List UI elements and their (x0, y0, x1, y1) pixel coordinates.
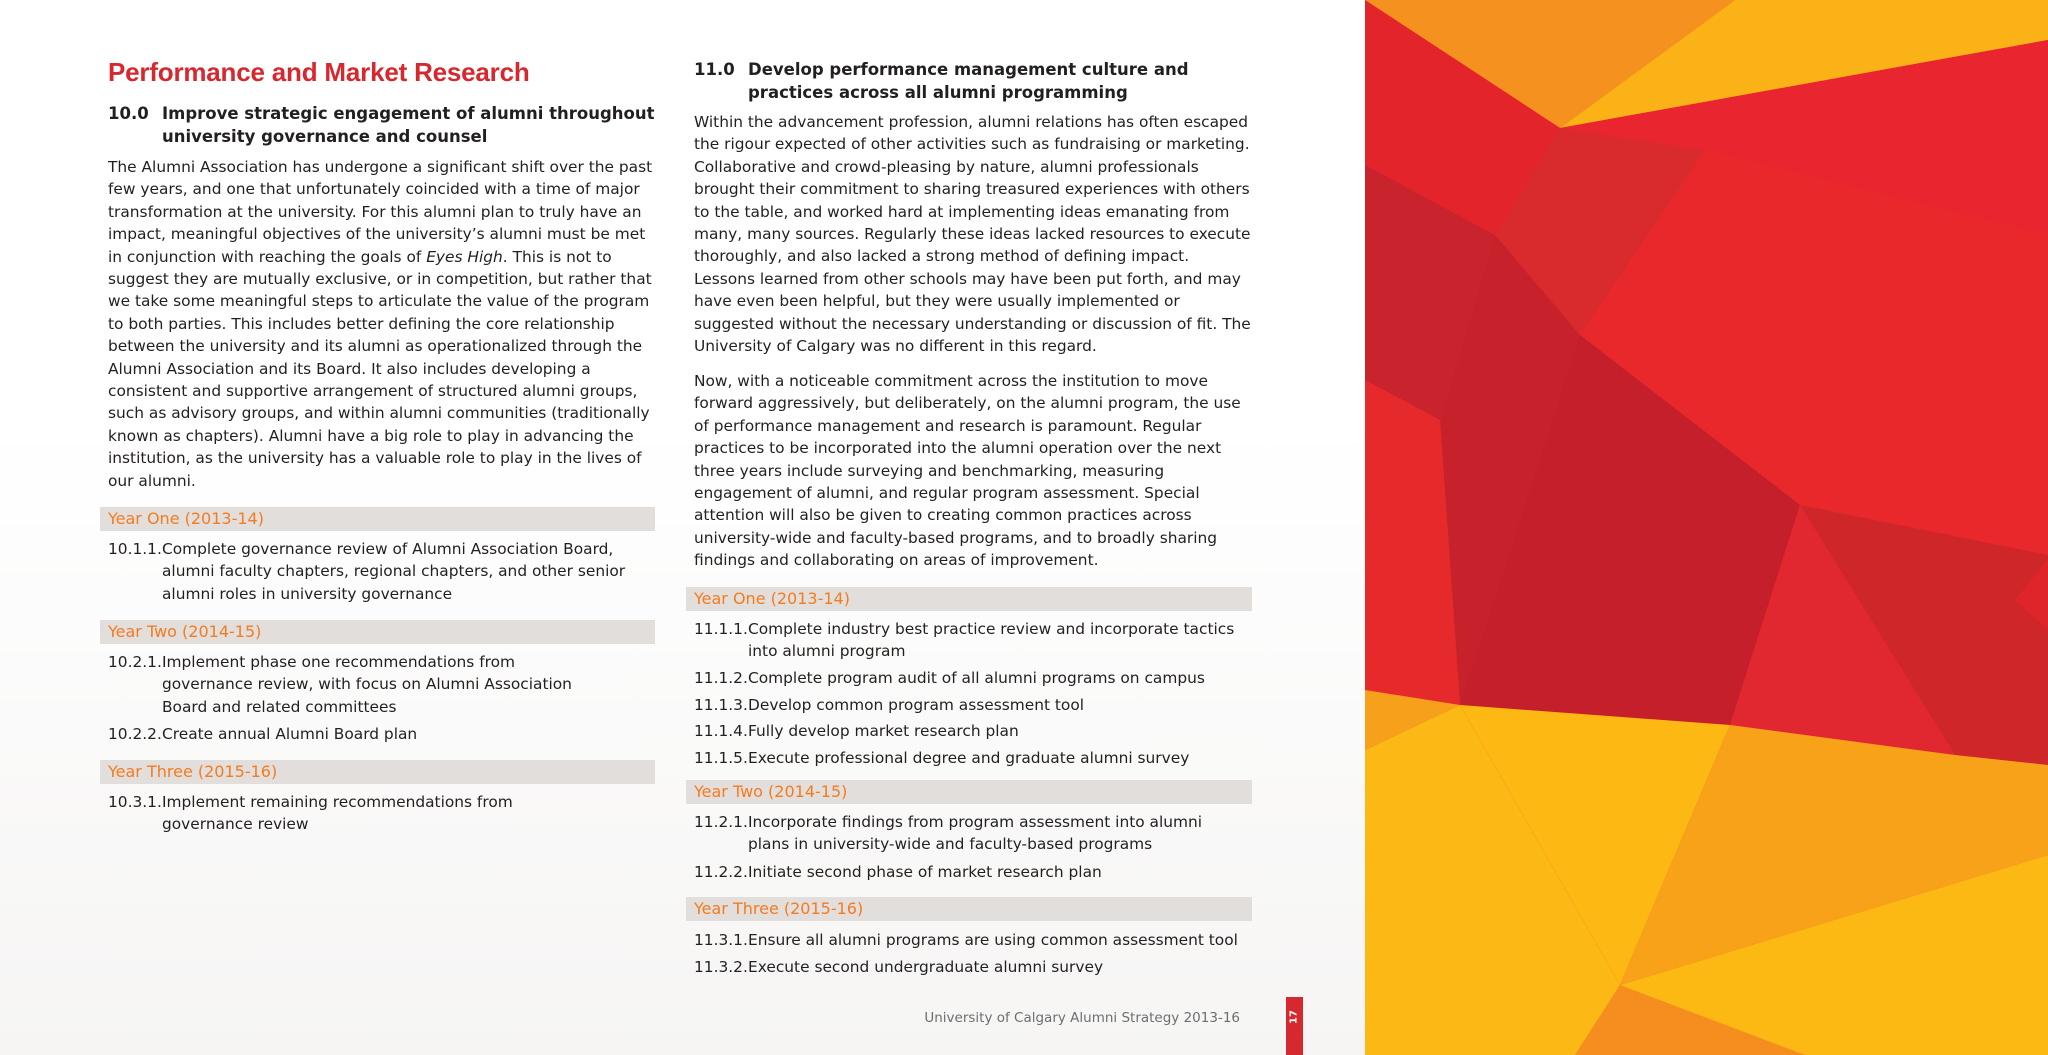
list-item-11-3-1: 11.3.1. Ensure all alumni programs are using common assessment tool (694, 931, 1238, 949)
list-item-11-1-3: 11.1.3. Develop common program assessment tool (694, 696, 1085, 714)
section-10-intro: The Alumni Association has undergone a significant shift over the past few years, and one that unfortunately coincided with a time of major transformation at the university. For this alumni plan to truly have an impact, meaningful objectives of the university’s alumni must be met in conjunction with reaching the goals of Eyes High. This is not to suggest they are mutually exclusive, or in competition, but rather that we take some meaningful steps to articulate the value of the program to both parties. This includes better defining the core relationship between the university and its alumni as operationalized through the Alumni Association and its Board. It also includes developing a consistent and supportive arrangement of structured alumni groups, such as advisory groups, and within alumni communities (traditionally known as chapters). Alumni have a big role to play in advancing the institution, as the university has a valuable role to play in the lives of our alumni. (108, 158, 653, 490)
year-band-10-2: Year Two (2014-15) (100, 620, 655, 644)
section-heading-11 (694, 59, 1234, 104)
year-band-10-1: Year One (2013-14) (100, 507, 655, 531)
list-item-10-2-1: 10.2.1. Implement phase one recommendations from governance review, with focus on Alumni Association Board and related committees (108, 653, 572, 716)
page-number-tab (1286, 997, 1303, 1055)
list-item-11-1-5: 11.1.5. Execute professional degree and graduate alumni survey (694, 749, 1190, 767)
page-title: Performance and Market Research (108, 57, 530, 87)
section-number: 11.0 (694, 60, 735, 79)
year-band-11-3: Year Three (2015-16) (686, 897, 1252, 921)
list-item-11-3-2: 11.3.2. Execute second undergraduate alumni survey (694, 958, 1104, 976)
footer-text: University of Calgary Alumni Strategy 2013-16 (924, 1010, 1240, 1026)
section-11-para-2: Now, with a noticeable commitment across the institution to move forward aggressively, but deliberately, on the alumni program, the use of performance management and research is paramount. Regular practices to be incorporated into the alumni operation over the next three years include surveying and benchmarking, measuring engagement of alumni, and regular program assessment. Special attention will also be given to creating common practices across university-wide and faculty-based programs, and to broadly sharing findings and collaborating on areas of improvement. (694, 372, 1241, 570)
section-title: Improve strategic engagement of alumni throughout university governance and counsel (162, 104, 655, 146)
section-number: 10.0 (108, 104, 149, 123)
list-item-11-1-1: 11.1.1. Complete industry best practice review and incorporate tactics into alumni program (694, 620, 1235, 661)
section-title: Develop performance management culture and practices across all alumni programming (748, 60, 1189, 102)
year-band-11-1: Year One (2013-14) (686, 587, 1252, 611)
list-item-10-2-2: 10.2.2. Create annual Alumni Board plan (108, 725, 418, 743)
year-band-10-3: Year Three (2015-16) (100, 760, 655, 784)
list-item-11-1-2: 11.1.2. Complete program audit of all alumni programs on campus (694, 669, 1205, 687)
polygon-art-svg (1365, 0, 2048, 1055)
eyes-high-italic: Eyes High (426, 247, 503, 266)
list-item-10-1-1: 10.1.1. Complete governance review of Alumni Association Board, alumni faculty chapters, regional chapters, and other senior alumni roles in university governance (108, 540, 626, 603)
section-11-para-1: Within the advancement profession, alumni relations has often escaped the rigour expected of other activities such as fundraising or marketing. Collaborative and crowd-pleasing by nature, alumni professionals brought their commitment to sharing treasured experiences with others to the table, and worked hard at implementing ideas emanating from many, many sources. Regularly these ideas lacked resources to execute thoroughly, and also lacked a strong method of defining impact. Lessons learned from other schools may have been put forth, and may have even been helpful, but they were usually implemented or suggested without the necessary understanding or discussion of fit. The University of Calgary was no different in this regard. (694, 113, 1251, 356)
list-item-11-1-4: 11.1.4. Fully develop market research plan (694, 722, 1019, 740)
decorative-polygon-artwork (1365, 0, 2048, 1055)
list-item-11-2-1: 11.2.1. Incorporate findings from program assessment into alumni plans in university-wide and faculty-based programs (694, 813, 1203, 854)
list-item-10-3-1: 10.3.1. Implement remaining recommendations from governance review (108, 793, 513, 834)
list-item-11-2-2: 11.2.2. Initiate second phase of market research plan (694, 863, 1102, 881)
year-band-11-2: Year Two (2014-15) (686, 780, 1252, 804)
page-number: 17 (1288, 1010, 1300, 1024)
section-heading-10 (108, 103, 658, 148)
